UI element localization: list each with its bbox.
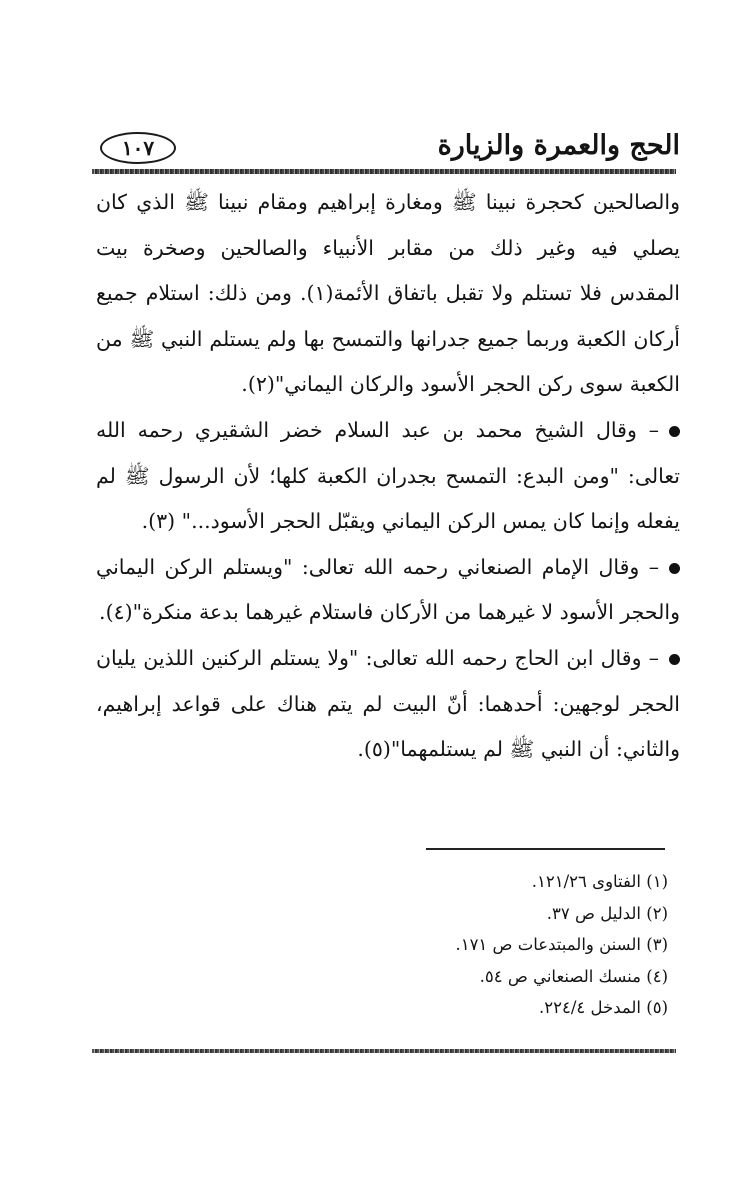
- footnote: (١) الفتاوى ١٢١/٢٦.: [531, 872, 668, 891]
- paragraph-text: – وقال الشيخ محمد بن عبد السلام خضر الشقيري رحمه الله تعالى: "ومن البدع: التمسح بجدران الكعبة كلها؛ لأن الرسول ﷺ لم يفعله وإنما كان يمس الركن اليماني ويقبّل الحجر الأسود..." (٣).: [96, 417, 680, 534]
- paragraph-text: والصالحين كحجرة نبينا ﷺ ومغارة إبراهيم ومقام نبينا ﷺ الذي كان يصلي فيه وغير ذلك من مقابر الأنبياء والصالحين وصخرة بيت المقدس فلا تستلم ولا تقبل باتفاق الأئمة(١). ومن ذلك: استلام جميع أركان الكعبة وربما جميع جدرانها والتمسح بها ولم يستلم النبي ﷺ من الكعبة سوى ركن الحجر الأسود والركان اليماني"(٢).: [96, 190, 680, 397]
- page-header: [96, 128, 680, 172]
- footnotes: [300, 866, 668, 1024]
- footnote-divider: [426, 848, 665, 850]
- bullet-icon: [669, 426, 680, 437]
- bullet-paragraph: [96, 545, 680, 636]
- paragraph-text: – وقال الإمام الصنعاني رحمه الله تعالى: "ويستلم الركن اليماني والحجر الأسود لا غيرهما من الأركان فاستلام غيرهما بدعة منكرة"(٤).: [96, 554, 680, 625]
- bullet-paragraph: [96, 636, 680, 773]
- page-number: ١٠٧: [100, 132, 176, 164]
- footnote: (٤) منسك الصنعاني ص ٥٤.: [479, 966, 668, 986]
- main-text: [96, 180, 680, 773]
- paragraph: [96, 180, 680, 408]
- bullet-icon: [669, 563, 680, 574]
- bullet-paragraph: [96, 408, 680, 545]
- bottom-divider: [92, 1049, 676, 1053]
- book-title: الحج والعمرة والزيارة: [437, 130, 680, 161]
- footnote: (٢) الدليل ص ٣٧.: [546, 903, 668, 923]
- bullet-icon: [669, 654, 680, 665]
- footnote: (٥) المدخل ٢٢٤/٤.: [538, 998, 668, 1017]
- header-divider: [92, 169, 676, 174]
- footnote: (٣) السنن والمبتدعات ص ١٧١.: [455, 935, 668, 954]
- paragraph-text: – وقال ابن الحاج رحمه الله تعالى: "ولا يستلم الركنين اللذين يليان الحجر لوجهين: أحدهما: أنّ البيت لم يتم هناك على قواعد إبراهيم، والثاني: أن النبي ﷺ لم يستلمهما"(٥).: [96, 645, 680, 762]
